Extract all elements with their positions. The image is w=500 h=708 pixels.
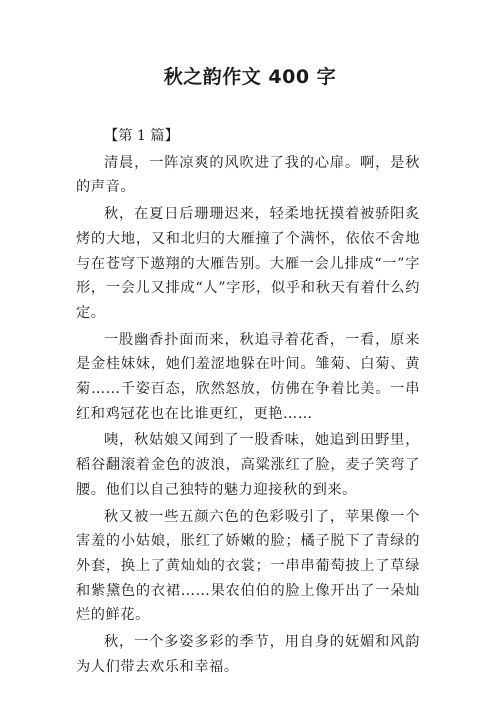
paragraph: 清晨，一阵凉爽的风吹进了我的心扉。啊，是秋的声音。 — [76, 154, 420, 196]
document-title: 秋之韵作文 400 字 — [163, 66, 337, 88]
paragraph: 一股幽香扑面而来，秋追寻着花香，一看，原来是金桂妹妹，她们羞涩地躲在叶间。雏菊、白菊、黄菊……千姿百态，欣然怒放，仿佛在争着比美。一串红和鸡冠花也在比谁更红，更艳…… — [76, 331, 420, 422]
document-body — [76, 124, 420, 681]
paragraph: 秋，一个多姿多彩的季节，用自身的妩媚和风韵为人们带去欢乐和幸福。 — [76, 634, 420, 675]
chapter-label: 【第 1 篇】 — [104, 128, 179, 144]
paragraph: 秋又被一些五颜六色的色彩吸引了，苹果像一个害羞的小姑娘，胀红了娇嫩的脸；橘子脱下了青绿的外套，换上了黄灿灿的衣裳；一串串葡萄披上了草绿和紫黛色的衣裙……果农伯伯的脸上像开出了一朵灿烂的鲜花。 — [76, 508, 420, 624]
paragraph: 秋，在夏日后珊珊迟来，轻柔地抚摸着被骄阳炙烤的大地，又和北归的大雁撞了个满怀，依依不舍地与在苍穹下遨翔的大雁告别。大雁一会儿排成“一”字形，一会儿又排成“人”字形，似乎和秋天有着什么约定。 — [76, 206, 420, 321]
paragraph: 咦，秋姑娘又闻到了一股香味，她追到田野里，稻谷翻滚着金色的波浪，高粱涨红了脸，麦子笑弯了腰。他们以自己独特的魅力迎接秋的到来。 — [76, 432, 420, 498]
